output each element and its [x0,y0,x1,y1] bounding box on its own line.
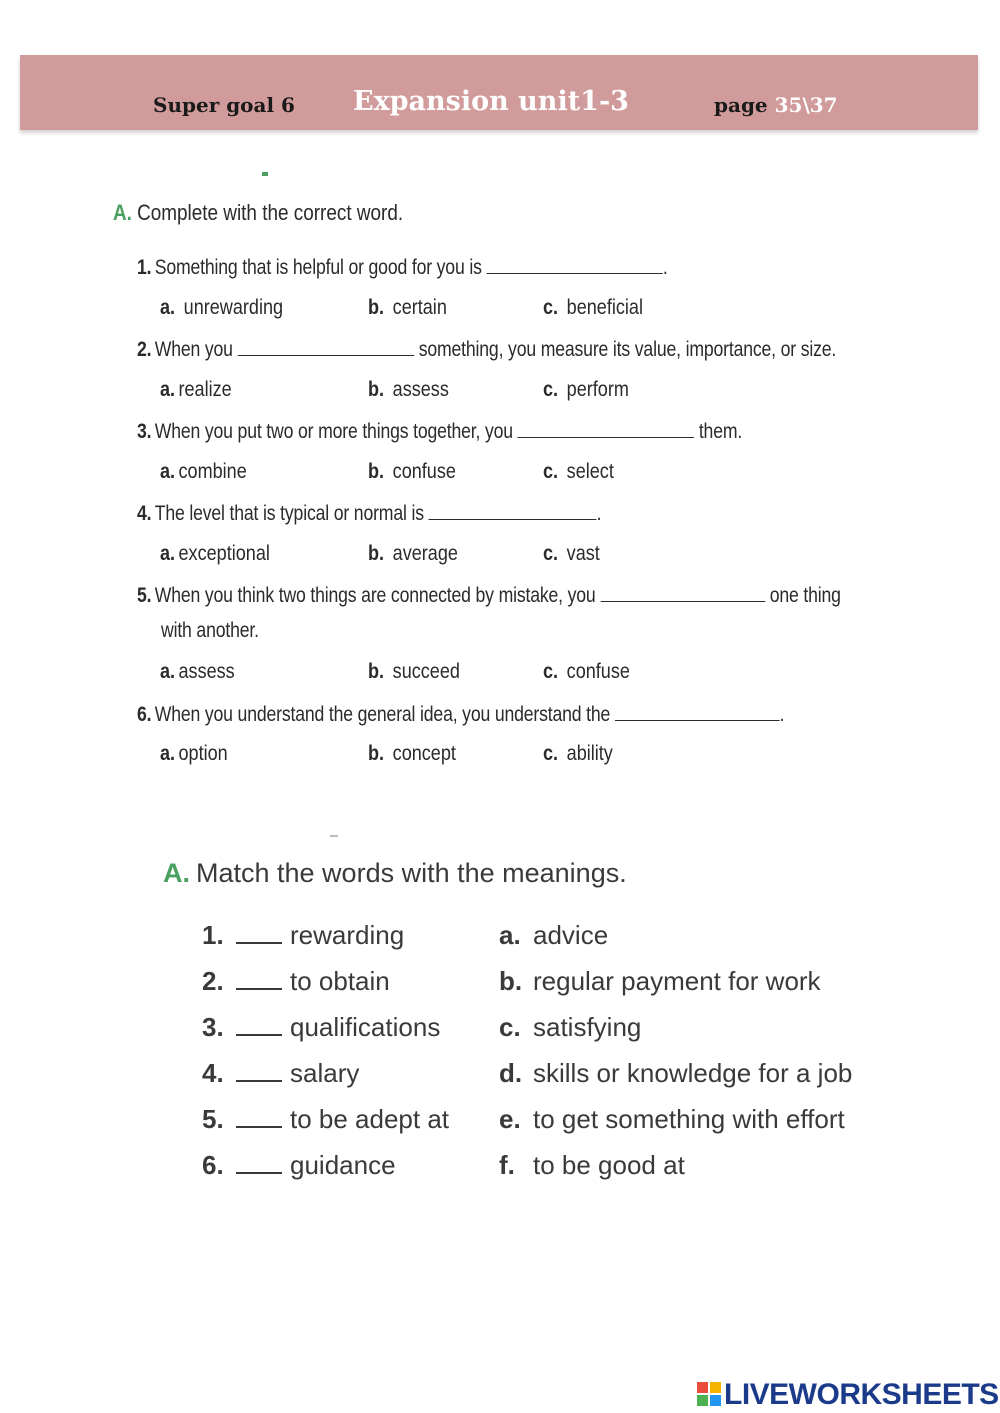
section2-letter: A. [163,858,190,888]
option-a[interactable]: a. combine [160,460,247,483]
option-b[interactable]: b. succeed [368,660,460,683]
section1-letter: A. [113,200,132,225]
option-a[interactable]: a. option [160,742,228,765]
question-1 [137,255,668,280]
option-c[interactable]: c. perform [543,378,629,401]
question-4 [137,501,601,526]
option-b[interactable]: b. assess [368,378,449,401]
match-meaning-c: c. satisfying [499,1012,642,1042]
page-reference [714,93,838,117]
match-blank[interactable] [236,1014,282,1036]
liveworksheets-logo-icon [697,1382,721,1406]
option-c[interactable]: c. confuse [543,660,630,683]
match-word-4: 4. salary [202,1058,360,1088]
question-number: 4. [137,502,152,525]
match-blank[interactable] [236,1152,282,1174]
section1-heading [113,200,403,226]
question-5-continuation: with another. [161,619,259,642]
answer-blank[interactable] [238,337,414,356]
cropped-heading-mark-2 [330,835,338,837]
question-text: When you understand the general idea, you understand the [154,703,611,726]
question-text-end: something, you measure its value, importance, or size. [418,338,837,361]
match-word-2: 2. to obtain [202,966,390,996]
match-blank[interactable] [236,1060,282,1082]
book-title: Super goal 6 [153,93,295,117]
question-text-end: . [596,502,602,525]
question-text: When you put two or more things together, you [154,420,513,443]
option-b[interactable]: b. concept [368,742,456,765]
question-text-end: one thing [769,584,841,607]
question-number: 2. [137,338,152,361]
match-meaning-e: e. to get something with effort [499,1104,845,1134]
question-5 [137,583,841,608]
page-numbers: 35\37 [774,93,838,117]
question-2 [137,337,836,362]
match-meaning-d: d. skills or knowledge for a job [499,1058,853,1088]
question-text-end: them. [698,420,743,443]
question-text: When you [154,338,233,361]
question-number: 3. [137,420,152,443]
answer-blank[interactable] [429,501,597,520]
section1-instruction: Complete with the correct word. [137,200,404,225]
match-word-1: 1. rewarding [202,920,405,950]
match-word-5: 5. to be adept at [202,1104,450,1134]
question-3 [137,419,742,444]
question-number: 1. [137,256,152,279]
question-text: The level that is typical or normal is [154,502,424,525]
answer-blank[interactable] [518,419,694,438]
worksheet-title: Expansion unit1-3 [353,86,629,117]
option-b[interactable]: b. certain [368,296,447,319]
cropped-heading-mark [262,172,268,176]
match-meaning-a: a. advice [499,920,609,950]
match-blank[interactable] [236,968,282,990]
answer-blank[interactable] [600,583,765,602]
option-c[interactable]: c. select [543,460,614,483]
match-blank[interactable] [236,1106,282,1128]
question-text: Something that is helpful or good for you is [154,256,482,279]
option-a[interactable]: a. assess [160,660,235,683]
match-meaning-b: b. regular payment for work [499,966,821,996]
answer-blank[interactable] [615,702,780,721]
section2-heading [163,858,627,889]
question-text-end: . [779,703,785,726]
question-6 [137,702,784,727]
question-text: When you think two things are connected by mistake, you [154,584,596,607]
section2-instruction: Match the words with the meanings. [196,858,627,888]
option-c[interactable]: c. beneficial [543,296,643,319]
question-number: 5. [137,584,152,607]
header-band [20,55,978,130]
match-blank[interactable] [236,922,282,944]
option-a[interactable]: a. realize [160,378,232,401]
match-word-6: 6. guidance [202,1150,396,1180]
match-meaning-f: f. to be good at [499,1150,685,1180]
page-label: page [714,93,768,117]
option-b[interactable]: b. average [368,542,458,565]
option-c[interactable]: c. ability [543,742,613,765]
answer-blank[interactable] [486,255,662,274]
question-number: 6. [137,703,152,726]
option-a[interactable]: a. exceptional [160,542,270,565]
question-text-end: . [662,256,668,279]
option-c[interactable]: c. vast [543,542,600,565]
match-word-3: 3. qualifications [202,1012,441,1042]
logo-text: LIVEWORKSHEETS [724,1378,999,1411]
option-a[interactable]: a. unrewarding [160,296,284,319]
option-b[interactable]: b. confuse [368,460,456,483]
